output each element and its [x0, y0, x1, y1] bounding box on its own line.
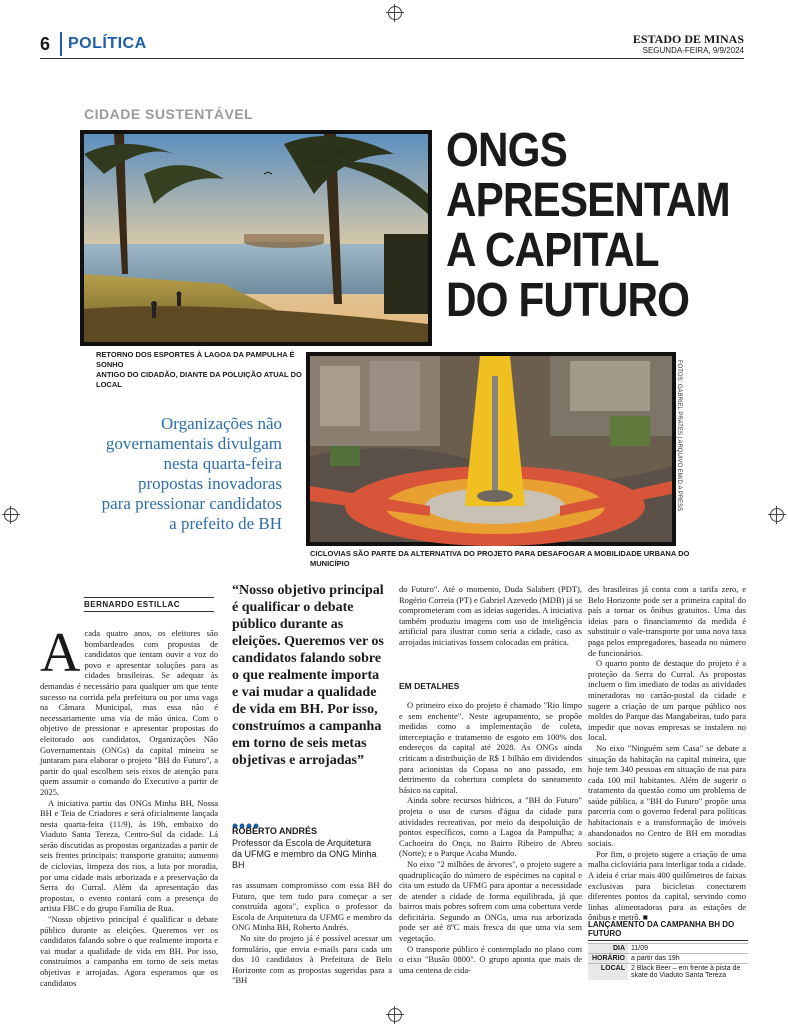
paragraph: O quarto ponto de destaque do projeto é a proteção da Serra do Curral. As propostas incluem o fim imediato de todas as atividades mineradoras no cartão-postal da cidade e sugere a criação de um parque público nos moldes do Parque das Mangabeiras, tudo para impedir que novas empresas se instalem no local. — [588, 658, 746, 743]
infobox-label: DIA — [588, 944, 628, 954]
paragraph: cada quatro anos, os eleitores são bombardeados com propostas de candidatos que tentam ouvir a voz do povo e apresentar soluções para as cidades brasileiras. Se adequar às demandas é necessário para qualquer um que tente sucesso na corrida pela prefeitura ou por uma vaga na Câmara Municipal, mas essa não é necessariamente uma via de mão única. Com o objetivo de pressionar e apresentar propostas do eleitorado aos candidatos, Organizações Não Governamentais (ONGs) da capital mineira se juntaram para elaborar o projeto "BH do Futuro", a partir do qual escolhem seis eixos de atenção para quem assumir o comando do Executivo a partir de 2025. — [40, 628, 218, 797]
infobox-label: LOCAL — [588, 964, 628, 981]
paragraph: "Nosso objetivo principal é qualificar o debate público durante as eleições. Queremos ver os candidatos falando sobre o que realmente importa e vai mudar a qualidade de vida em BH. Por isso, construímos a campanha em torno de seis metas objetivas e arrojadas. Agora esperamos que os candidatos — [40, 914, 218, 988]
quote-author: ROBERTO ANDRÉS — [232, 826, 318, 836]
page-number: 6 — [40, 34, 51, 54]
quote-dots — [232, 816, 262, 822]
paragraph: No site do projeto já é possível acessar um formulário, que envia e-mails para cada um dos 10 candidatos à Prefeitura de Belo Horizonte com as propostas sugeridas para a "BH — [232, 932, 392, 986]
section-divider — [60, 32, 62, 56]
event-infobox — [588, 920, 748, 980]
headline — [446, 126, 736, 326]
infobox-row — [588, 964, 748, 981]
subhead-line: propostas inovadoras — [137, 474, 282, 493]
article-column-3 — [399, 700, 582, 1020]
byline: BERNARDO ESTILLAC — [84, 597, 214, 612]
quote-author-role: Professor da Escola de Arquitetura da UFMG e membro da ONG Minha BH — [232, 838, 377, 870]
subhead-line: para pressionar candidatos — [101, 494, 282, 513]
photo-credit: FOTOS: GABRIEL PRATES | ARQUIVO EM/D.A PRESS — [676, 360, 682, 512]
bikelanes-photo — [310, 356, 672, 542]
article-column-1 — [40, 622, 218, 1018]
infobox-value: 2 Black Beer – em frente à pista de skate do Viaduto Santa Tereza — [628, 964, 748, 981]
headline-line: A CAPITAL — [446, 224, 659, 277]
paragraph: No eixo "2 milhões de árvores", o projeto sugere a quadruplicação do número de espécimes na capital e cita um estudo da UFMG para apontar a necessidade de atender a cidade de forma equilibrada, já que bairros mais pobres sofrem com uma cobertura verde deficitária. Segundo as ONGs, uma rua arborizada pode ser até 8ºC mais fresca do que uma via sem vegetação. — [399, 858, 582, 944]
kicker: CIDADE SUSTENTÁVEL — [84, 106, 254, 122]
paragraph: A iniciativa partiu das ONGs Minha BH, Nossa BH e Teia de Criadores e será oficialmente lançada nesta quarta-feira (11/9), às 19h, embaixo do Viaduto Santa Tereza, Centro-Sul da cidade. Lá serão discutidas as propostas organizadas a partir de seis frentes principais: transporte gratuito; aumento de ciclovias, limpeza dos rios, a luta por moradia, por uma cidade mais arborizada e a preservação da Serra do Curral. Além da apresentação das propostas, o evento contará com a presença do artista FBC e do grupo Família de Rua. — [40, 797, 218, 914]
issue-date: SEGUNDA-FEIRA, 9/9/2024 — [642, 46, 744, 55]
paragraph: des brasileiras já conta com a tarifa zero, e Belo Horizonte pode ser a primeira capital do país a tornar os ônibus gratuitos. Uma das ideias para o financiamento da medida é substituir o vale-transporte por uma nova taxa paga pelos empregadores, baseada no número de funcionários. — [588, 584, 746, 658]
newspaper-name: ESTADO DE MINAS — [632, 32, 744, 46]
infobox-value: a partir das 19h — [628, 954, 748, 964]
registration-mark — [4, 508, 18, 522]
paragraph: do Futuro". Até o momento, Duda Salabert (PDT), Rogério Correia (PT) e Gabriel Azevedo (MDB) já se comprometeram com as ideias sugeridas. A iniciativa também produziu imagens com uso de inteligência artificial para ilustrar como seria a cidade, caso as arrojadas iniciativas fossem colocadas em prática. — [399, 584, 582, 647]
section-heading: EM DETALHES — [399, 681, 460, 691]
pull-quote: “Nosso objetivo principal é qualificar o debate público durante as eleições. Queremos ver os candidatos falando sobre o que realmente importa e vai mudar a qualidade de vida em BH. Por isso, construímos a campanha em torno de seis metas objetivas e arrojadas” — [232, 583, 384, 768]
pampulha-photo — [84, 134, 428, 342]
drop-cap: A — [40, 622, 81, 684]
subhead-line: nesta quarta-feira — [163, 454, 282, 473]
infobox-table — [588, 943, 748, 980]
paragraph: Por fim, o projeto sugere a criação de uma malha cicloviária para interligar toda a cidade. A ideia é criar mais 400 quilômetros de faixas exclusivas para bicicletas conectarem diferentes pontos da capital, servindo como linhas alimentadoras para as estações de ônibus e metrô. ■ — [588, 848, 746, 923]
article-column-2 — [232, 880, 392, 1020]
caption-line: RETORNO DOS ESPORTES À LAGOA DA PAMPULHA É SONHO — [96, 350, 295, 369]
headline-line: DO FUTURO — [446, 274, 690, 327]
paragraph: No eixo "Ninguém sem Casa" se debate a situação da habitação na capital mineira, que hoje tem 340 pessoas em situação de rua para cada 100 mil habitantes. Além de sugerir o tratamento da questão como um problema de saúde pública, a "BH do Futuro" propõe uma parceria com o governo federal para políticas habitacionais e a transformação de imóveis abandonados no Centro de BH em moradias sociais. — [588, 742, 746, 849]
infobox-row — [588, 954, 748, 964]
article-column-4 — [588, 584, 746, 923]
caption-line: ANTIGO DO CIDADÃO, DIANTE DA POLUIÇÃO ATUAL DO LOCAL — [96, 370, 302, 389]
article-column-3-top — [399, 584, 582, 674]
photo-caption-pampulha — [96, 350, 316, 390]
paragraph: O primeiro eixo do projeto é chamado "Rio limpo e sem enchente". Neste agrupamento, se propõe medidas como a implementação de coleta, interceptação e tratamento de esgoto em 100% dos endereços da capital até 2028. As ONGs ainda criticam a distribuição de R$ 1 bilhão em dividendos para acionistas da Copasa no ano passado, em detrimento da cobertura completa do saneamento básico na capital. — [399, 700, 582, 795]
headline-line: ONGS — [446, 124, 567, 177]
paragraph: O transporte público é contemplado no plano com o eixo "Busão 0800". O grupo aponta que mais de uma centena de cida- — [399, 943, 582, 975]
paragraph: ras assumam compromisso com essa BH do Futuro, que tem tudo para começar a ser construída agora", explica o professor da Escola de Arquitetura da UFMG e membro da ONG Minha BH, Roberto Andrés. — [232, 880, 392, 933]
subhead-line: a prefeito de BH — [169, 514, 282, 533]
header-rule — [40, 58, 744, 59]
paragraph: Ainda sobre recursos hídricos, a "BH do Futuro" projeta o uso de cursos d'água da cidade para atividades recreativas, por meio da despoluição de pontos específicos, como a Lagoa da Pampulha; a Cachoeira do Onça, no Bairro Ribeiro de Abreu (Norte); e o Parque Acaba Mundo. — [399, 795, 582, 859]
infobox-value: 11/09 — [628, 944, 748, 954]
headline-line: APRESENTAM — [446, 174, 730, 227]
photo-caption-bikelanes: CICLOVIAS SÃO PARTE DA ALTERNATIVA DO PROJETO PARA DESAFOGAR A MOBILIDADE URBANA DO MUNICÍPIO — [310, 549, 690, 568]
registration-mark — [770, 508, 784, 522]
infobox-title: LANÇAMENTO DA CAMPANHA BH DO FUTURO — [588, 920, 748, 941]
infobox-row — [588, 944, 748, 954]
subheadline — [40, 414, 282, 534]
subhead-line: governamentais divulgam — [105, 434, 282, 453]
infobox-label: HORÁRIO — [588, 954, 628, 964]
section-name: POLÍTICA — [68, 35, 147, 52]
registration-mark — [388, 6, 402, 20]
subhead-line: Organizações não — [161, 414, 282, 433]
